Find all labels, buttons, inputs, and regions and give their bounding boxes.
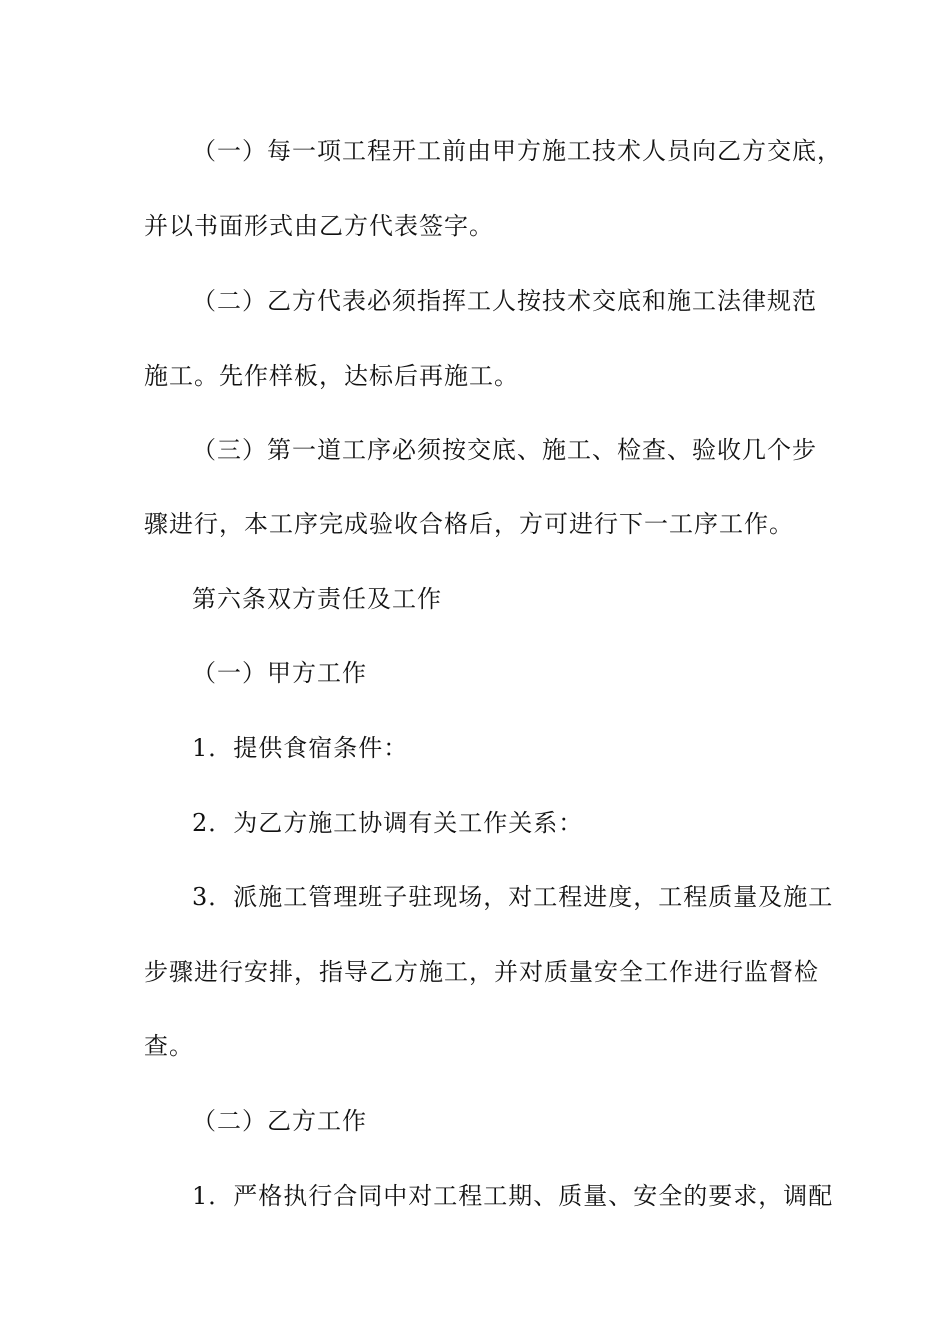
- list-item-b1: 1．严格执行合同中对工程工期、质量、安全的要求，调配: [192, 1182, 834, 1210]
- list-item-a3-end: 查。: [144, 1032, 194, 1060]
- section-heading: 第六条双方责任及工作: [192, 585, 442, 613]
- subsection-heading-a: （一）甲方工作: [192, 659, 367, 687]
- list-item-a3-continued: 步骤进行安排，指导乙方施工，并对质量安全工作进行监督检: [144, 958, 819, 986]
- paragraph-line-2: 并以书面形式由乙方代表签字。: [144, 212, 494, 240]
- paragraph-line-3: （二）乙方代表必须指挥工人按技术交底和施工法律规范: [192, 287, 817, 315]
- paragraph-line-6: 骤进行，本工序完成验收合格后，方可进行下一工序工作。: [144, 510, 794, 538]
- paragraph-line-1: （一）每一项工程开工前由甲方施工技术人员向乙方交底，: [192, 137, 842, 165]
- paragraph-line-4: 施工。先作样板，达标后再施工。: [144, 362, 519, 390]
- paragraph-line-5: （三）第一道工序必须按交底、施工、检查、验收几个步: [192, 436, 817, 464]
- list-item-a3: 3．派施工管理班子驻现场，对工程进度，工程质量及施工: [192, 883, 834, 911]
- subsection-heading-b: （二）乙方工作: [192, 1107, 367, 1135]
- list-item-a2: 2．为乙方施工协调有关工作关系：: [192, 809, 584, 837]
- list-item-a1: 1．提供食宿条件：: [192, 734, 409, 762]
